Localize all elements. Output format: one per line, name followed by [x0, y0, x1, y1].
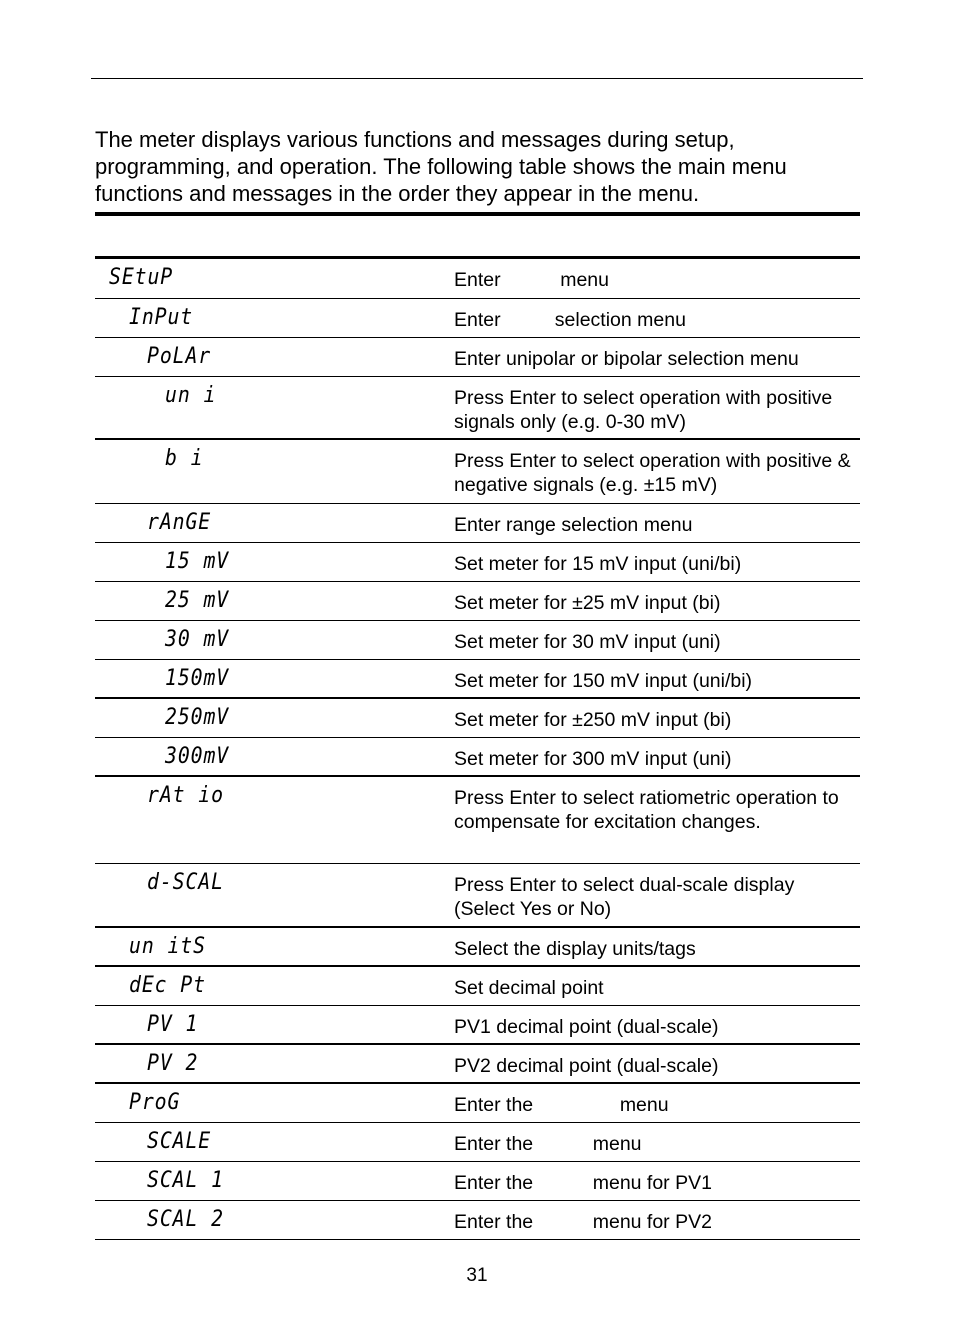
- row-description: PV2 decimal point (dual-scale): [454, 1055, 719, 1077]
- menu-table: [95, 256, 860, 1240]
- table-row: [95, 777, 860, 864]
- table-row: [95, 299, 860, 338]
- table-row: [95, 504, 860, 543]
- table-row: [95, 1123, 860, 1162]
- display-code: PoLAr: [147, 344, 212, 369]
- display-code: rAnGE: [147, 510, 212, 535]
- display-code: dEc Pt: [129, 973, 206, 998]
- row-description: Set decimal point: [454, 977, 604, 999]
- table-row: [95, 543, 860, 582]
- row-description: Set meter for ±25 mV input (bi): [454, 592, 721, 614]
- row-description: Press Enter to select operation with positive & negative signals (e.g. ±15 mV): [454, 450, 851, 496]
- row-description: Set meter for 15 mV input (uni/bi): [454, 553, 742, 575]
- row-description: Enter the menu for PV2: [454, 1211, 712, 1233]
- row-description: Enter the menu: [454, 1094, 669, 1116]
- row-description: Select the display units/tags: [454, 938, 696, 960]
- row-description: Enter range selection menu: [454, 514, 693, 536]
- display-code: un i: [165, 383, 217, 408]
- display-code: 15 mV: [165, 549, 230, 574]
- table-row: [95, 660, 860, 699]
- table-row: [95, 1084, 860, 1123]
- display-code: SCAL 1: [147, 1168, 224, 1193]
- row-description: Enter menu: [454, 269, 609, 291]
- table-row: [95, 377, 860, 440]
- display-code: PV 2: [147, 1051, 199, 1076]
- row-description: Set meter for ±250 mV input (bi): [454, 709, 732, 731]
- display-code: PV 1: [147, 1012, 199, 1037]
- row-description: Press Enter to select operation with positive signals only (e.g. 0-30 mV): [454, 387, 833, 433]
- row-description: Enter the menu for PV1: [454, 1172, 712, 1194]
- display-code: SEtuP: [109, 265, 174, 290]
- row-description: Enter selection menu: [454, 309, 686, 331]
- display-code: SCAL 2: [147, 1207, 224, 1232]
- display-code: 250mV: [165, 705, 230, 730]
- display-code: 25 mV: [165, 588, 230, 613]
- page-number: 31: [466, 1265, 488, 1286]
- table-row: [95, 1201, 860, 1240]
- display-code: un itS: [129, 934, 206, 959]
- display-code: 30 mV: [165, 627, 230, 652]
- row-description: Set meter for 300 mV input (uni): [454, 748, 732, 770]
- display-code: InPut: [129, 305, 194, 330]
- intro-rule: [95, 212, 860, 216]
- table-row: [95, 967, 860, 1006]
- table-row: [95, 621, 860, 660]
- table-row: [95, 259, 860, 299]
- table-row: [95, 1006, 860, 1045]
- table-row: [95, 1045, 860, 1084]
- row-description: Enter the menu: [454, 1133, 642, 1155]
- row-description: Enter unipolar or bipolar selection menu: [454, 348, 799, 370]
- table-row: [95, 864, 860, 928]
- intro-paragraph: The meter displays various functions and messages during setup, programming, and operation. The following table shows the main menu functions and messages in the order they appear in the menu.: [95, 127, 787, 206]
- display-code: d-SCAL: [147, 870, 224, 895]
- header-rule: [91, 78, 863, 79]
- table-row: [95, 440, 860, 504]
- display-code: ProG: [129, 1090, 181, 1115]
- table-row: [95, 338, 860, 377]
- display-code: SCALE: [147, 1129, 212, 1154]
- table-row: [95, 699, 860, 738]
- table-row: [95, 582, 860, 621]
- table-row: [95, 738, 860, 777]
- display-code: b i: [165, 446, 204, 471]
- display-code: 300mV: [165, 744, 230, 769]
- row-description: Set meter for 30 mV input (uni): [454, 631, 721, 653]
- row-description: Set meter for 150 mV input (uni/bi): [454, 670, 753, 692]
- table-row: [95, 928, 860, 967]
- display-code: rAt io: [147, 783, 224, 808]
- row-description: Press Enter to select dual-scale display (Select Yes or No): [454, 874, 795, 920]
- table-row: [95, 1162, 860, 1201]
- row-description: PV1 decimal point (dual-scale): [454, 1016, 719, 1038]
- display-code: 150mV: [165, 666, 230, 691]
- row-description: Press Enter to select ratiometric operation to compensate for excitation changes.: [454, 787, 839, 833]
